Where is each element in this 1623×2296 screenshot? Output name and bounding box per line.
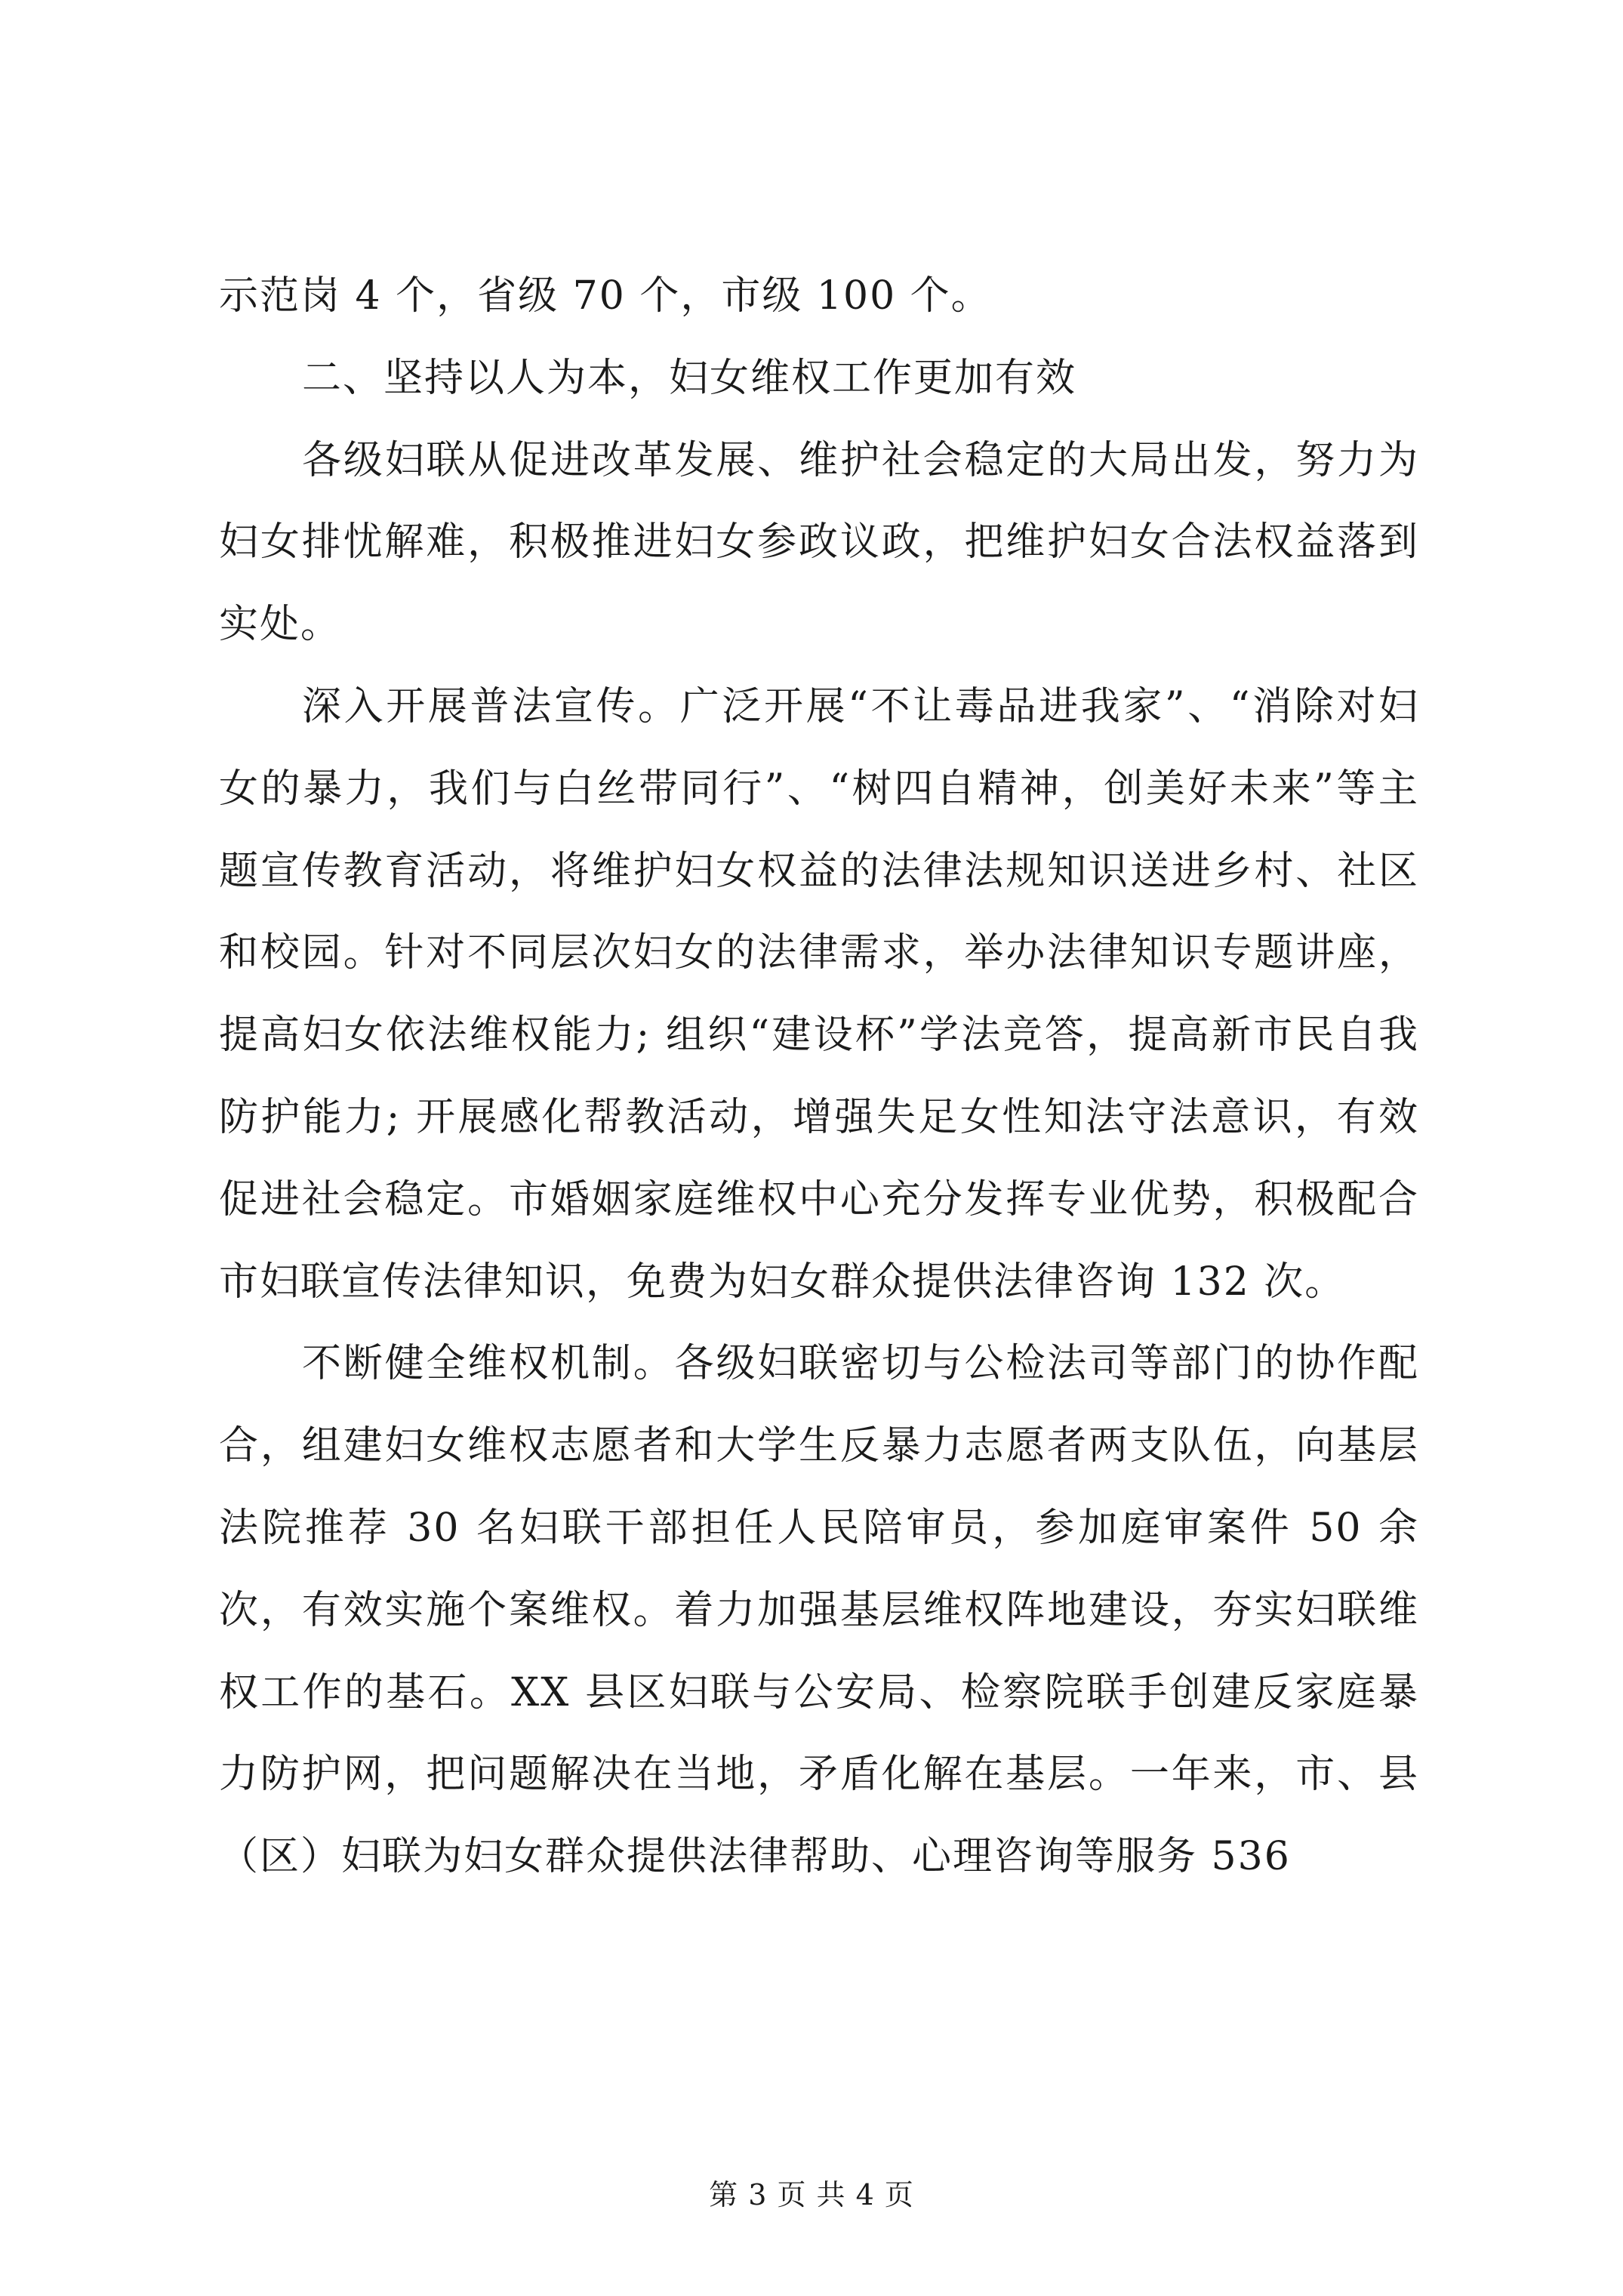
section-heading: 二、坚持以人为本，妇女维权工作更加有效 bbox=[302, 355, 1077, 401]
paragraph-continuation: 示范岗 4 个，省级 70 个，市级 100 个。 bbox=[219, 273, 992, 319]
page-footer: 第 3 页 共 4 页 bbox=[709, 2178, 914, 2211]
paragraph-legal-education: 深入开展普法宣传。广泛开展“不让毒品进我家”、“消除对妇女的暴力，我们与白丝带同行”、“树四自精神，创美好未来”等主题宣传教育活动，将维护妇女权益的法律法规知识送进乡村、社区和校园。针对不同层次妇女的法律需求，举办法律知识专题讲座，提高妇女依法维权能力; 组织“建设杯”学法竞答，提高新市民自我防护能力; 开展感化帮教活动，增强失足女性知法守法意识，有效促进社会稳定。市婚姻家庭维权中心充分发挥专业优势，积极配合市妇联宣传法律知识，免费为妇女群众提供法律咨询 132 次。 bbox=[219, 683, 1419, 1305]
document-body bbox=[219, 255, 1419, 1898]
paragraph-rights-mechanism: 不断健全维权机制。各级妇联密切与公检法司等部门的协作配合，组建妇女维权志愿者和大学生反暴力志愿者两支队伍，向基层法院推荐 30 名妇联干部担任人民陪审员，参加庭审案件 50 余次，有效实施个案维权。着力加强基层维权阵地建设，夯实妇联维权工作的基石。XX 县区妇联与公安局、检察院联手创建反家庭暴力防护网，把问题解决在当地，矛盾化解在基层。一年来，市、县（区）妇联为妇女群众提供法律帮助、心理咨询等服务 536 bbox=[219, 1341, 1419, 1880]
paragraph-intro: 各级妇联从促进改革发展、维护社会稳定的大局出发，努力为妇女排忧解难，积极推进妇女参政议政，把维护妇女合法权益落到实处。 bbox=[219, 437, 1419, 648]
